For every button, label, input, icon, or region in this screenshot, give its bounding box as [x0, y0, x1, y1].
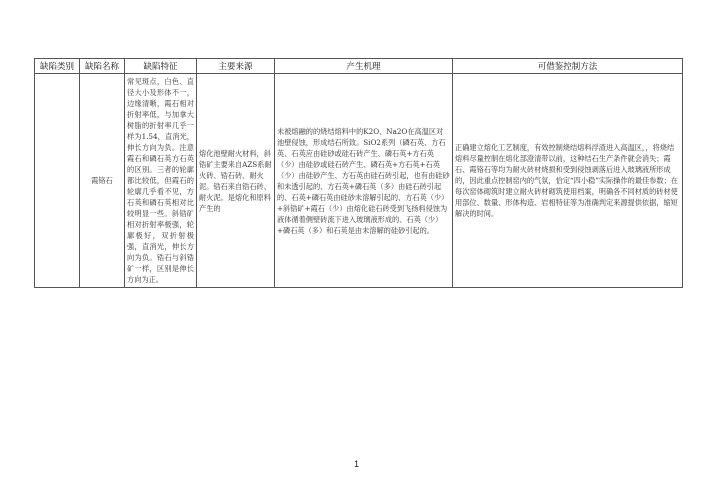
defect-table [34, 58, 683, 288]
page-number: 1 [353, 459, 359, 469]
header-main-source: 主要来源 [197, 59, 275, 74]
cell-defect-name: 霞铬石 [80, 74, 125, 288]
table-header-row [35, 59, 683, 74]
cell-source: 熔化池壁耐火材料，斜锆矿主要来自AZS系耐火砖、锆石砖、耐火泥。锆石来自锆石砖、耐火泥。是熔化和原料产生的 [197, 74, 275, 288]
header-defect-name: 缺陷名称 [80, 59, 125, 74]
header-mechanism: 产生机理 [275, 59, 453, 74]
table-row [35, 74, 683, 288]
cell-mechanism: 未被熔融的的烧结熔料中的K2O、Na2O在高温区对池壁侵蚀，形成结石所致。SiO2系列（磷石英、方石英、石英应由硅砂或硅石砖产生、磷石英+方石英（少）由硅砂或硅石砖产生、磷石英+方石英+石英（少）由硅砂产生、方石英由硅石砖引起，也有由硅砂和未透引起的、方石英+磷石英（多）由硅石砖引起的、石英+磷石英由硅砂未溶解引起的、方石英（少）+斜锆矿+霞石（少）由熔化硅石砖受到飞扬料侵蚀为液体循着侧壁砖流下进入玻璃液形成的、石英（少）+磷石英（多）和石英是由未溶解的硅砂引起的。 [275, 74, 453, 288]
cell-feature: 常见斑点，白色、直径大小及形体不一，边缘清晰，霞石相对折射率低，与加拿大树脂的折射率几乎一样为1.54，直消光，伸长方向为负。注意霞石和磷石英方石英的区别。三者的轮廓都比较低，但霞石的轮廓几乎看不见，方石英和磷石英相对比较明显一些。斜锆矿相对折射率极强，轮廓极好，双折射极强，直消光，伸长方向为负。锆石与斜锆矿一样，区别是伸长方向为正。 [125, 74, 197, 288]
cell-category [35, 74, 80, 288]
header-defect-feature: 缺陷特征 [125, 59, 197, 74]
cell-control-method: 正确建立熔化工艺制度，有效控制烧结熔料浮渣进入高温区，，将烧结熔料尽量控制在熔化部澄清带以前，这种结石生产条件就会消失；霞石、霞铬石等均为耐火砖材烧损和受到侵蚀剥落后进入玻璃液所形成的，因此重点控制窑内的气氛，恰定“四小稳”实际操作的最佳参数；在每次窑体砌筑时建立耐火砖材砌筑使用档案，明确各不同材质的砖材使用部位、数量、形体构造、岩相特征等为准确判定来源提供依据，缩短解决的时间。 [453, 74, 683, 288]
header-control-method: 可借鉴控制方法 [453, 59, 683, 74]
header-defect-category: 缺陷类别 [35, 59, 80, 74]
